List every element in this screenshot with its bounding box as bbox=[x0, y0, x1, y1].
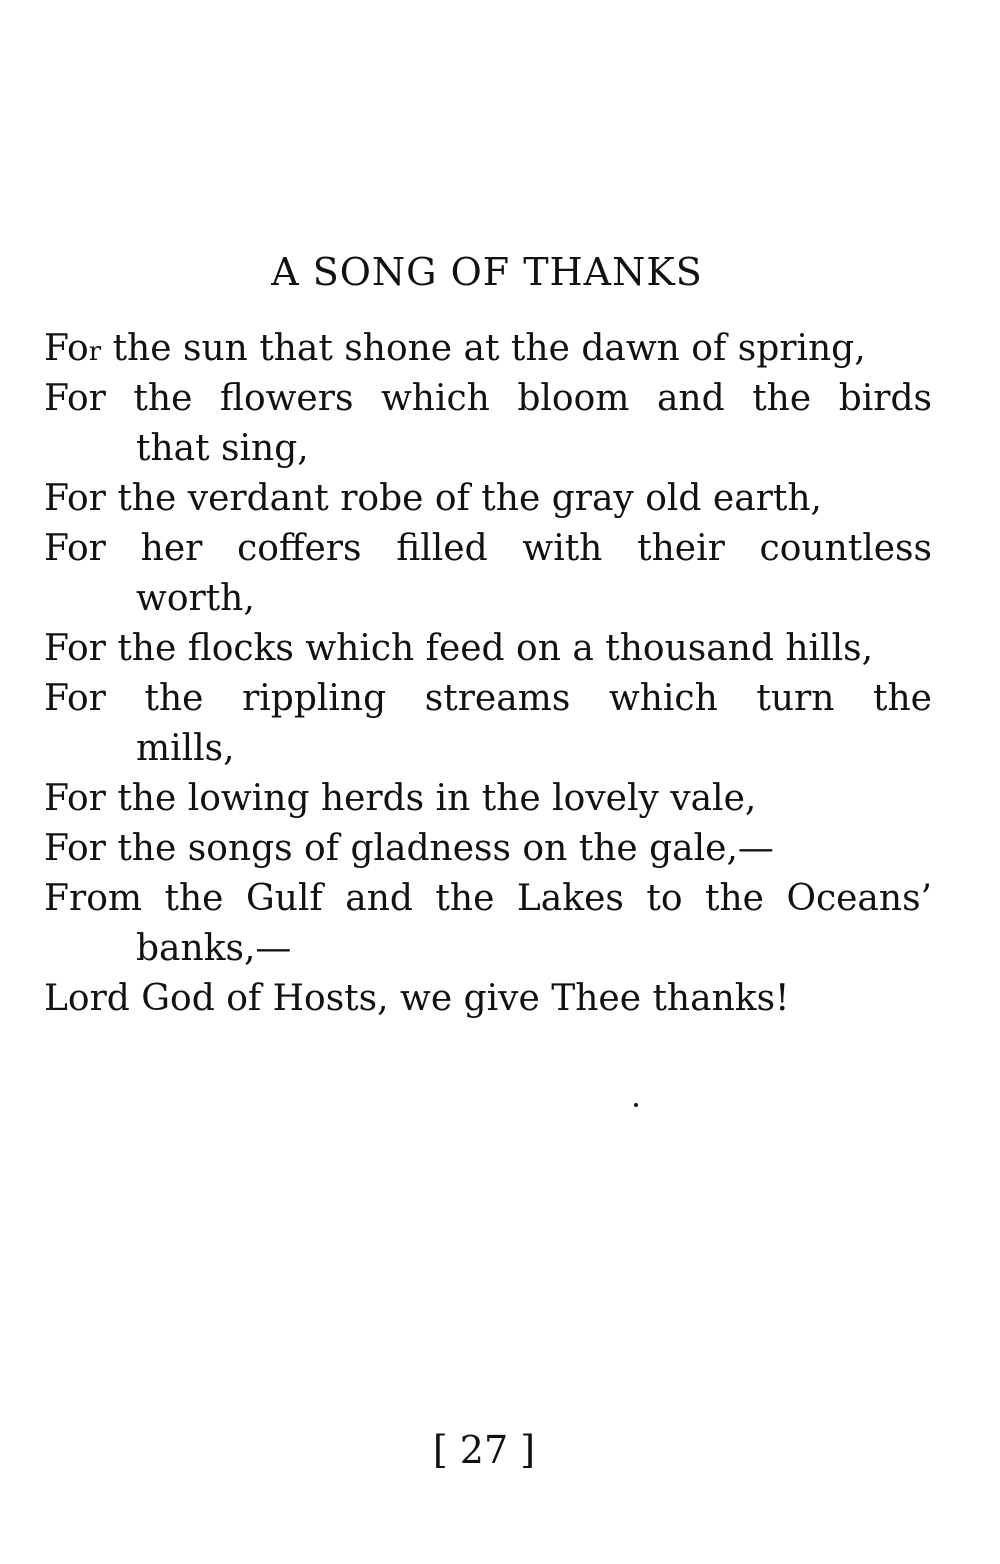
poem-line-1 bbox=[44, 324, 932, 374]
poem-line-1-initial: Fo bbox=[44, 328, 89, 369]
poem-line-4-continuation: worth, bbox=[136, 578, 255, 619]
poem-line-4: For her coffers filled with their countless bbox=[44, 528, 932, 569]
poem-line-1-text: the sun that shone at the dawn of spring, bbox=[101, 328, 866, 369]
poem-title: A SONG OF THANKS bbox=[271, 250, 703, 294]
poem-line-10: Lord God of Hosts, we give Thee thanks! bbox=[44, 978, 790, 1019]
poem-line-2: For the flowers which bloom and the birds bbox=[44, 378, 932, 419]
poem-line-7: For the lowing herds in the lovely vale, bbox=[44, 778, 757, 819]
ink-speck bbox=[634, 1103, 638, 1107]
poem-line-5: For the flocks which feed on a thousand hills, bbox=[44, 628, 874, 669]
poem-line-2-continuation: that sing, bbox=[136, 428, 309, 469]
poem-line-8: For the songs of gladness on the gale,— bbox=[44, 828, 774, 869]
poem-line-6-continuation: mills, bbox=[136, 728, 235, 769]
poem-line-1-initial-tail: r bbox=[88, 337, 102, 367]
poem-line-9: From the Gulf and the Lakes to the Oceans’ bbox=[44, 878, 932, 919]
poem-line-9-continuation: banks,— bbox=[136, 928, 292, 969]
poem-line-6: For the rippling streams which turn the bbox=[44, 678, 932, 719]
poem-line-3: For the verdant robe of the gray old earth, bbox=[44, 478, 822, 519]
page-number: [ 27 ] bbox=[432, 1428, 536, 1472]
poem-body bbox=[44, 324, 932, 1024]
